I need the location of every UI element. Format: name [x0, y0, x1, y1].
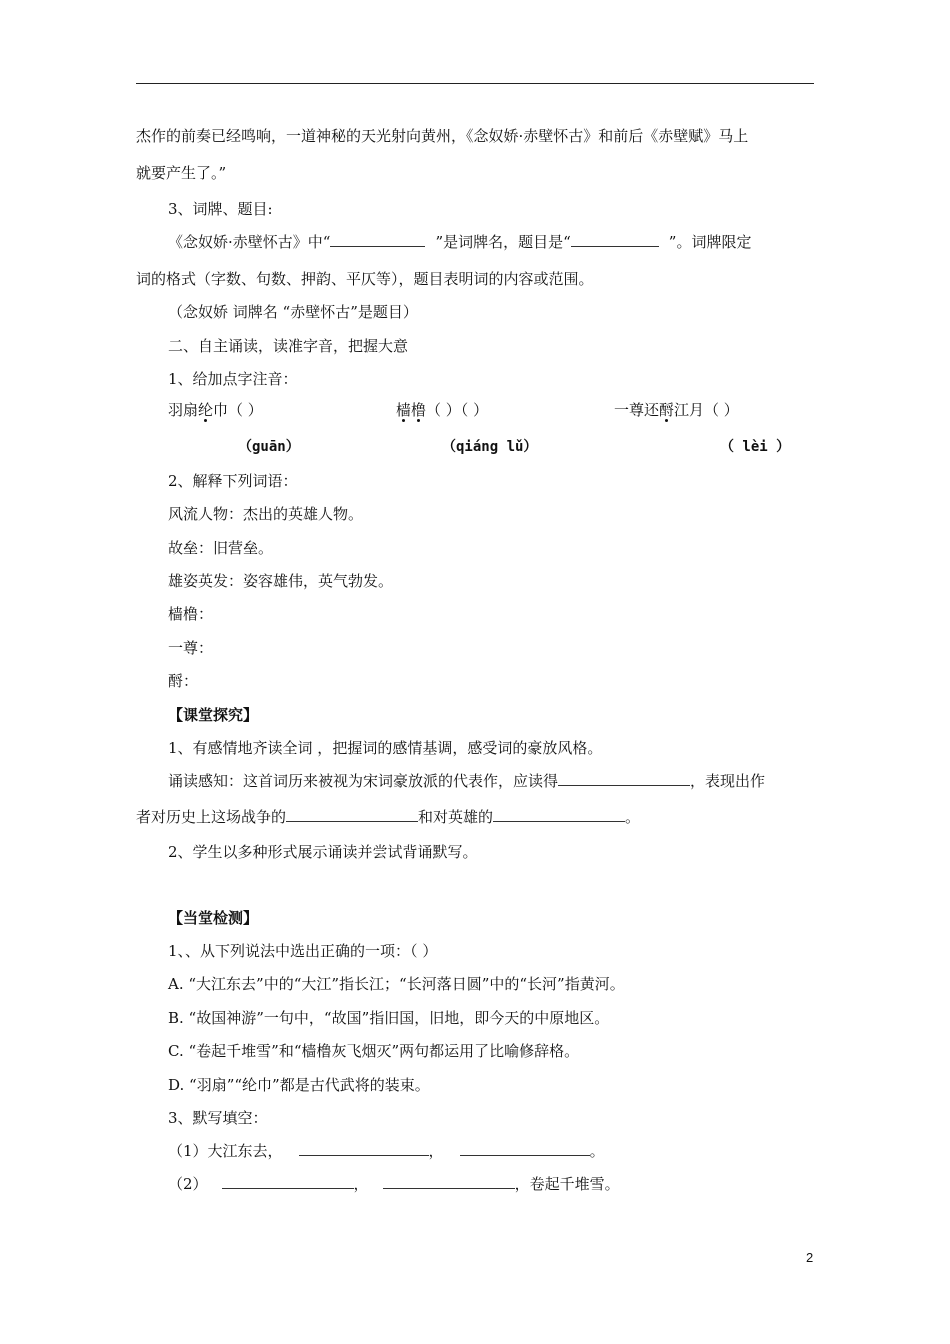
- pron-word-2: 樯橹（ ）（ ）: [396, 401, 489, 419]
- definition-3: 雄姿英发：姿容雄伟，英气勃发。: [168, 572, 394, 590]
- option-b[interactable]: B. “故国神游”一句中，“故国”指旧国，旧地，即今天的中原地区。: [168, 1009, 610, 1027]
- section-explore-title: 【课堂探究】: [168, 706, 259, 724]
- blank-cipai[interactable]: [330, 232, 425, 247]
- option-c[interactable]: C. “卷起千堆雪”和“樯橹灰飞烟灭”两句都运用了比喻修辞格。: [168, 1042, 580, 1060]
- blank-hero-attitude[interactable]: [493, 807, 625, 822]
- test-question-1: 1、、从下列说法中选出正确的一项：（ ）: [168, 942, 438, 960]
- fill-line-1: （1）大江东去， ， 。: [168, 1142, 605, 1160]
- question-3-line-2: 词的格式（字数、句数、押韵、平仄等），题目表明词的内容或范围。: [136, 270, 594, 288]
- blank-fill-1b[interactable]: [460, 1141, 590, 1156]
- section-test-title: 【当堂检测】: [168, 909, 259, 927]
- option-a[interactable]: A. “大江东去”中的“大江”指长江；“长河落日圆”中的“长河”指黄河。: [168, 975, 625, 993]
- explore-item-1: 1、有感情地齐读全词 ，把握词的感情基调，感受词的豪放风格。: [168, 739, 603, 757]
- section-heading-3: 3、词牌、题目:: [168, 200, 273, 218]
- item-definitions-heading: 2、解释下列词语：: [168, 472, 298, 490]
- pron-answer-1: （guān）: [238, 439, 300, 455]
- section-heading-2: 二、自主诵读，读准字音，把握大意: [168, 337, 409, 355]
- question-3-answer: （念奴娇 词牌名 “赤壁怀古”是题目）: [168, 303, 418, 321]
- definition-1: 风流人物：杰出的英雄人物。: [168, 505, 364, 523]
- para-continued-2: 就要产生了。”: [136, 164, 227, 182]
- blank-title[interactable]: [571, 232, 659, 247]
- definition-2: 故垒：旧营垒。: [168, 539, 274, 557]
- page-number: 2: [806, 1250, 814, 1265]
- definition-5: 一尊：: [168, 639, 214, 657]
- blank-fill-1a[interactable]: [299, 1141, 429, 1156]
- test-question-3: 3、默写填空：: [168, 1109, 268, 1127]
- definition-6: 酹：: [168, 672, 199, 690]
- pron-answer-2: （qiáng lǔ）: [442, 439, 538, 455]
- blank-fill-2a[interactable]: [222, 1174, 354, 1189]
- para-continued-1: 杰作的前奏已经鸣响，一道神秘的天光射向黄州，《念奴娇·赤壁怀古》和前后《赤壁赋》马上: [136, 127, 749, 145]
- header-rule: [136, 83, 814, 84]
- explore-item-2: 2、学生以多种形式展示诵读并尝试背诵默写。: [168, 843, 478, 861]
- blank-reading-tone[interactable]: [558, 771, 690, 786]
- explore-item-reading-2: 者对历史上这场战争的 和对英雄的 。: [136, 808, 641, 826]
- pron-word-3: 一尊还酹江月（ ）: [614, 401, 739, 419]
- fill-line-2: （2） ， ，卷起千堆雪。: [168, 1175, 620, 1193]
- pron-word-1: 羽扇纶巾（ ）: [168, 401, 263, 419]
- question-3-line-1: 《念奴娇·赤壁怀古》中“ ”是词牌名，题目是“ ”。词牌限定: [168, 233, 752, 251]
- pron-answer-3: （ lèi ）: [720, 439, 791, 455]
- option-d[interactable]: D. “羽扇”“纶巾”都是古代武将的装束。: [168, 1076, 430, 1094]
- blank-war-attitude[interactable]: [286, 807, 418, 822]
- blank-fill-2b[interactable]: [383, 1174, 515, 1189]
- item-pronunciation-heading: 1、给加点字注音：: [168, 370, 298, 388]
- definition-4: 樯橹：: [168, 605, 214, 623]
- explore-item-reading-1: 诵读感知：这首词历来被视为宋词豪放派的代表作，应读得 ，表现出作: [168, 772, 766, 790]
